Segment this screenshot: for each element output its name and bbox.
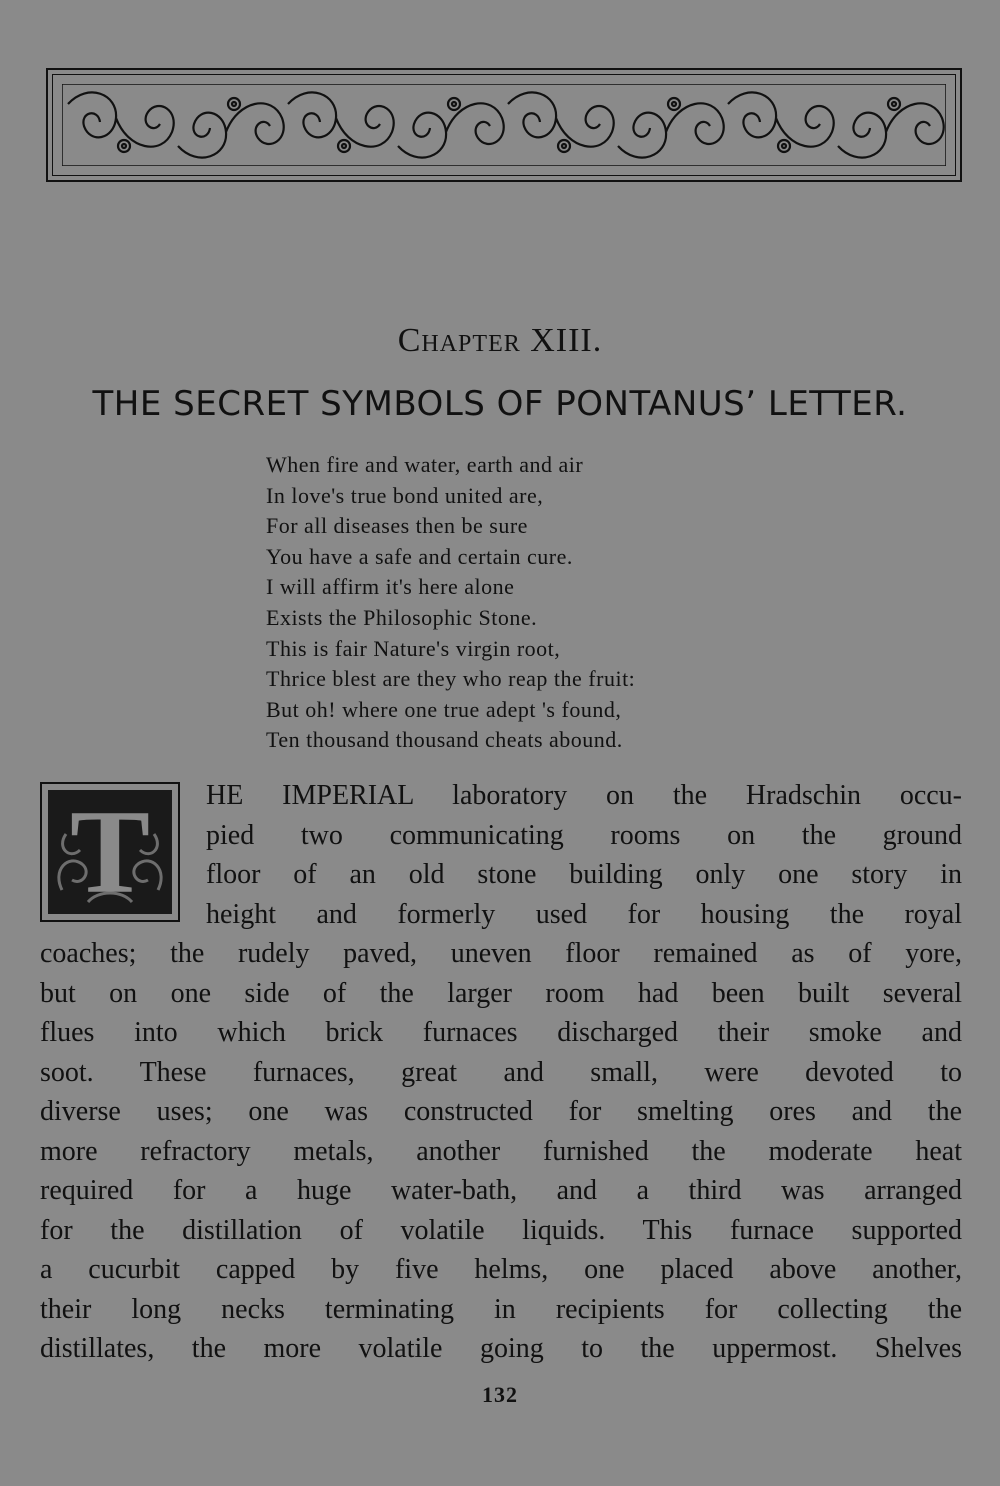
poem-line: You have a safe and certain cure.: [266, 543, 573, 569]
text-line: their long necks terminating in recipients for collecting the: [40, 1293, 962, 1325]
text-line: HE IMPERIAL laboratory on the Hradschin occu-: [206, 780, 962, 811]
scroll-ornament-icon: [62, 84, 946, 166]
paragraph-opening: [206, 776, 962, 934]
text-line: coaches; the rudely paved, uneven floor remained as of yore,: [40, 938, 962, 969]
drop-cap: [40, 782, 180, 922]
poem-line: In love's true bond united are,: [266, 482, 544, 508]
poem-line: This is fair Nature's virgin root,: [266, 635, 561, 661]
text-line: required for a huge water-bath, and a third was arranged: [40, 1175, 962, 1206]
chapter-number: Chapter XIII.: [397, 322, 603, 359]
paragraph-body: [40, 934, 962, 1369]
ornamental-header-band: [46, 68, 962, 182]
text-line: a cucurbit capped by five helms, one placed above another,: [40, 1254, 962, 1285]
epigraph-poem: [266, 450, 826, 756]
chapter-title: THE SECRET SYMBOLS OF PONTANUS’ LETTER.: [92, 384, 908, 424]
poem-line: Thrice blest are they who reap the fruit:: [266, 666, 636, 692]
text-line: soot. These furnaces, great and small, were devoted to: [40, 1056, 962, 1088]
page-number: 132: [482, 1382, 518, 1407]
poem-line: When fire and water, earth and air: [266, 452, 584, 477]
poem-line: For all diseases then be sure: [266, 513, 528, 539]
text-line: but on one side of the larger room had been built several: [40, 977, 962, 1009]
text-line: more refractory metals, another furnished the moderate heat: [40, 1135, 962, 1167]
text-line: height and formerly used for housing the royal: [206, 898, 962, 930]
text-line: pied two communicating rooms on the ground: [206, 819, 962, 851]
poem-line: But oh! where one true adept 's found,: [266, 696, 622, 722]
text-line: diverse uses; one was constructed for smelting ores and the: [40, 1096, 962, 1127]
text-line: flues into which brick furnaces discharged their smoke and: [40, 1017, 962, 1048]
poem-line: Exists the Philosophic Stone.: [266, 604, 538, 630]
poem-line: Ten thousand thousand cheats abound.: [266, 727, 623, 753]
text-line: floor of an old stone building only one story in: [206, 859, 962, 890]
text-line: distillates, the more volatile going to the uppermost. Shelves: [40, 1333, 962, 1364]
poem-line: I will affirm it's here alone: [266, 574, 515, 600]
drop-cap-letter: T: [69, 785, 151, 918]
text-line: for the distillation of volatile liquids. This furnace supported: [40, 1214, 962, 1246]
